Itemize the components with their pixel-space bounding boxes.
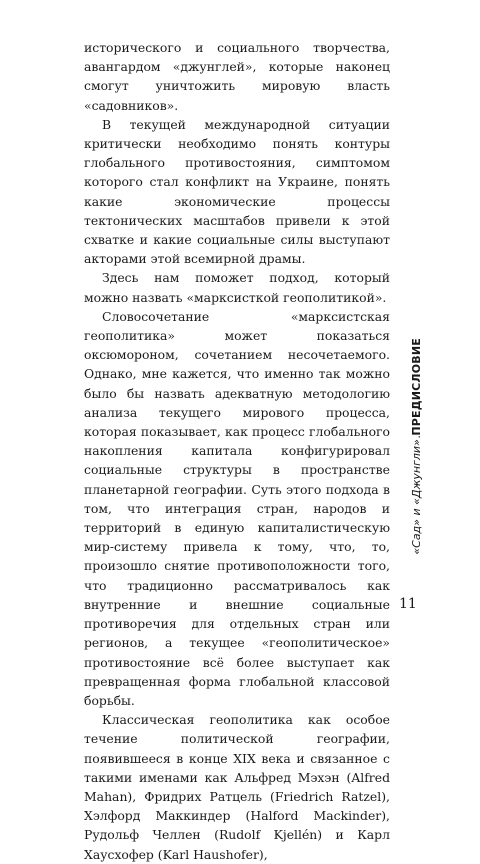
paragraph: В текущей международной ситуации критически необходимо понять контуры глобального противостояния, симптомом которого стал конфликт на Украине, понять какие экономические процессы тектонических масштабов привели к этой схватке и какие социальные силы выступают акторами этой всемирной драмы. xyxy=(84,116,390,267)
paragraph: Словосочетание «марксистская геополитика» может показаться оксюмороном, сочетанием несочетаемого. Однако, мне кажется, что именно так можно было бы назвать адекватную методологию анализа текущего мирового процесса, которая показывает, как процесс глобального накопления капитала конфигурировал социальные структуры в пространстве планетарной географии. Суть этого подхода в том, что интеграция стран, народов и территорий в единую капиталистическую мир-систему привела к тому, что, то, произошло снятие противоположности того, что традиционно рассматривалось как внутренние и внешние социальные противоречия для отдельных стран или регионов, а текущее «геополитическое» противостояние всё более выступает как превращенная форма глобальной классовой борьбы. xyxy=(84,308,390,708)
running-head-series: «Сад» и «Джунгли» xyxy=(409,438,423,555)
paragraph-continuation: исторического и социального творчества, авангардом «джунглей», которые наконец смогут уничтожить мировую власть «садовников». xyxy=(84,40,390,113)
main-text xyxy=(84,38,390,864)
page-number: 11 xyxy=(399,596,417,612)
paragraph: Здесь нам поможет подход, который можно назвать «марксисткой геополитикой». xyxy=(84,270,390,305)
paragraph: Классическая геополитика как особое течение политической географии, появившееся в конце XIX века и связанное с такими именами как Альфред Мэхэн (Alfred Mahan), Фридрих Ратцель (Friedrich Ratzel), Хэлфорд Маккиндер (Halford Mackinder), Рудольф Челлен (Rudolf Kjellén) и Карл Хаусхофер (Karl Haushofer), xyxy=(84,712,390,862)
running-head-chapter: ПРЕДИСЛОВИЕ xyxy=(409,337,423,436)
running-head-text xyxy=(410,338,423,555)
running-head-separator: . xyxy=(409,435,423,439)
running-head xyxy=(404,312,428,580)
